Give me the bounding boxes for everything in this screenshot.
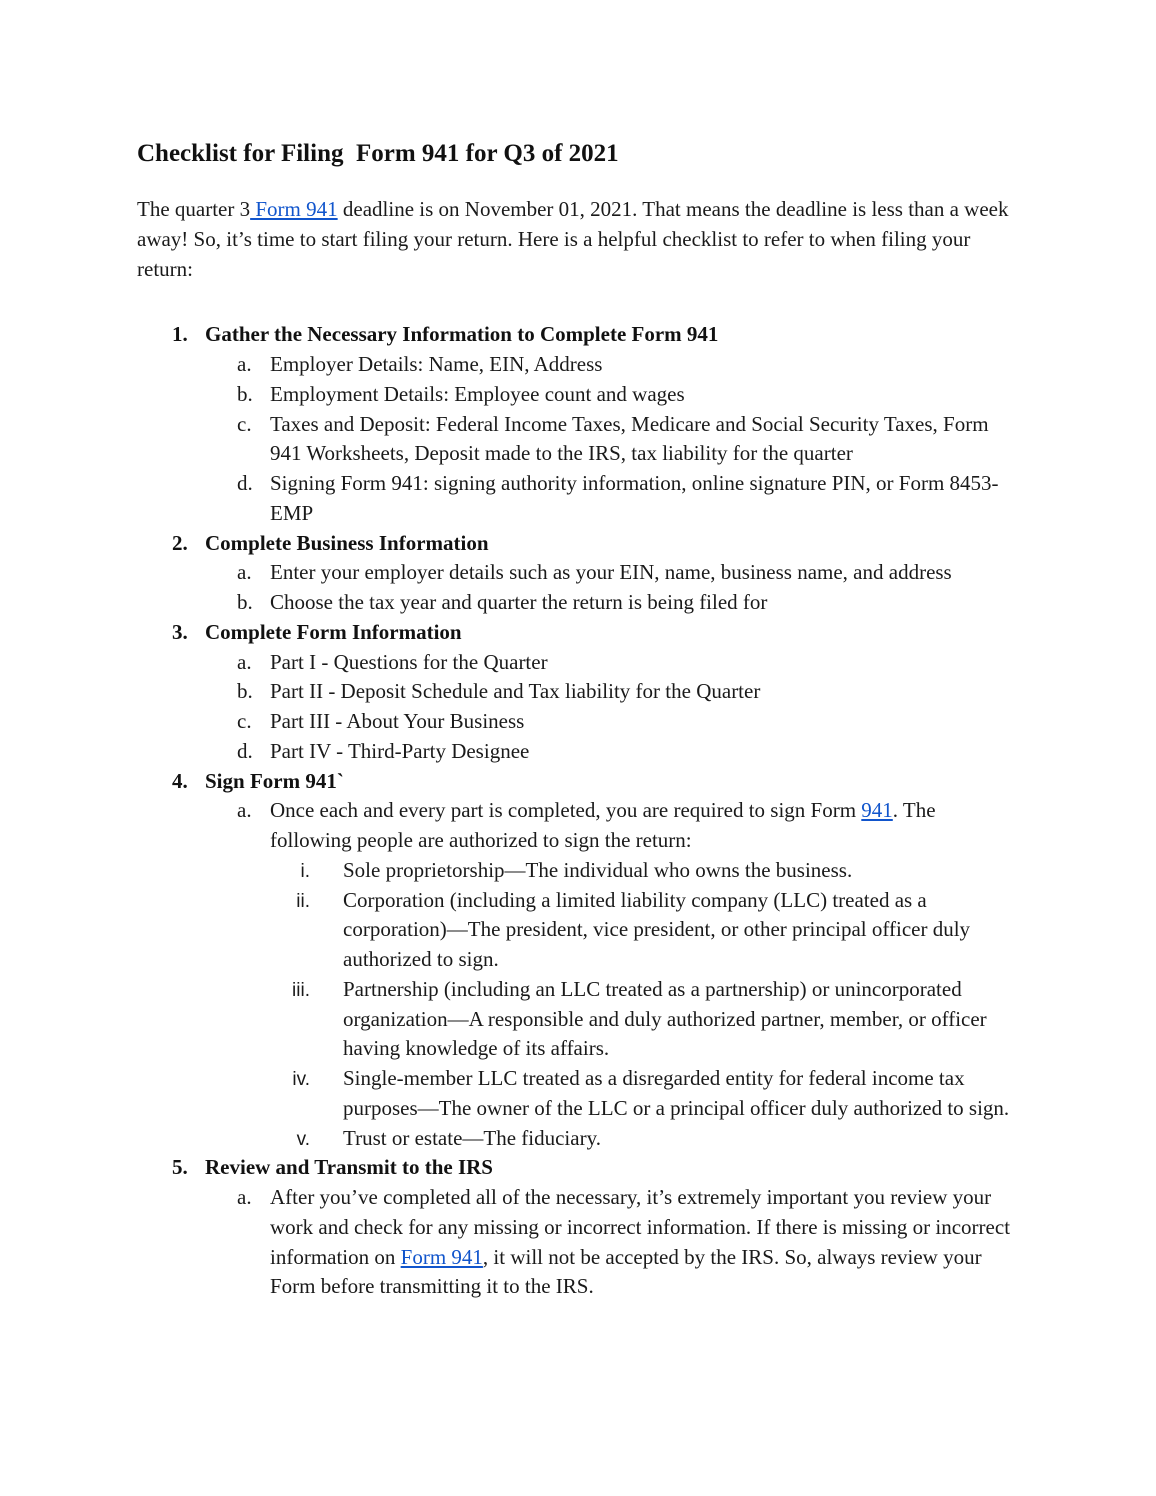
sub-item: [137, 707, 1015, 737]
roman-item: [137, 975, 1015, 1064]
sub-item-text: Signing Form 941: signing authority information, online signature PIN, or Form 8453-EMP: [270, 471, 999, 525]
roman-numeral: iv.: [292, 1069, 310, 1090]
sub-item: [137, 350, 1015, 380]
roman-item: [137, 1064, 1015, 1124]
roman-numeral: ii.: [296, 890, 310, 912]
sub-item-text: Employer Details: Name, EIN, Address: [270, 352, 603, 376]
sub-item-text-post: , it will not be accepted by the IRS. So, always review your Form before transmitting it to the IRS.: [270, 1244, 982, 1299]
checklist: [137, 320, 1015, 1302]
sub-item: [137, 1183, 1015, 1302]
sub-item-letter: a.: [237, 649, 252, 674]
sub-item-text: Part III - About Your Business: [270, 709, 525, 733]
roman-item-text: Trust or estate—The fiduciary.: [343, 1125, 601, 1150]
sub-item: [137, 737, 1015, 767]
sub-item: [137, 380, 1015, 410]
sub-item-text: Enter your employer details such as your EIN, name, business name, and address: [270, 560, 952, 585]
roman-item-text: Corporation (including a limited liability company (LLC) treated as a corporation)—The president, vice president, or other principal officer duly authorized to sign.: [343, 887, 971, 971]
document-content: [137, 137, 1015, 1302]
roman-item-text: Sole proprietorship—The individual who owns the business.: [343, 857, 853, 882]
form-941-link[interactable]: 941: [861, 798, 893, 823]
intro-paragraph: [137, 195, 1015, 284]
roman-item: [137, 856, 1015, 886]
item-title-text: Review and Transmit to the IRS: [205, 1155, 493, 1180]
sub-item-text: Taxes and Deposit: Federal Income Taxes, Medicare and Social Security Taxes, Form 941 Worksheets, Deposit made to the IRS, tax liability for the quarter: [270, 411, 989, 466]
sub-item: [137, 410, 1015, 470]
sub-item-text: Part II - Deposit Schedule and Tax liability for the Quarter: [270, 679, 761, 704]
intro-text-pre: The quarter 3: [137, 197, 251, 221]
checklist-item-title: [137, 767, 1015, 797]
checklist-item-title: [137, 618, 1015, 648]
item-number: 2.: [172, 530, 188, 555]
item-title-text: Gather the Necessary Information to Complete Form 941: [205, 322, 719, 347]
sub-item: [137, 648, 1015, 678]
sub-item-letter: c.: [237, 411, 252, 436]
intro-text-post: deadline is on November 01, 2021. That means the deadline is less than a week away! So, it’s time to start filing your return. Here is a helpful checklist to refer to when filing your return:: [137, 197, 1009, 281]
roman-numeral: v.: [296, 1128, 310, 1150]
roman-item: [137, 1124, 1015, 1154]
item-number: 1.: [172, 322, 188, 347]
sub-item-text-post: . The following people are authorized to sign the return:: [270, 798, 936, 852]
sub-item: [137, 588, 1015, 618]
item-number: 5.: [172, 1155, 188, 1180]
item-number: 3.: [172, 619, 188, 644]
sub-item: [137, 677, 1015, 707]
roman-item: [137, 886, 1015, 975]
sub-item-text-pre: After you’ve completed all of the necessary, it’s extremely important you review your work and check for any missing or incorrect information. If there is missing or incorrect information on: [270, 1185, 1011, 1269]
sub-item-text: Part IV - Third-Party Designee: [270, 738, 530, 763]
roman-item-text: Single-member LLC treated as a disregarded entity for federal income tax purposes—The owner of the LLC or a principal officer duly authorized to sign.: [343, 1066, 1010, 1120]
checklist-item-title: [137, 529, 1015, 559]
form-941-link[interactable]: Form 941: [250, 197, 338, 221]
sub-item-letter: b.: [237, 590, 253, 614]
sub-item-text-pre: Once each and every part is completed, you are required to sign Form: [270, 798, 862, 823]
sub-item: [137, 469, 1015, 529]
sub-item: [137, 796, 1015, 856]
sub-item-letter: a.: [237, 1185, 252, 1209]
item-title-text: Complete Business Information: [205, 530, 489, 555]
sub-item-text: Part I - Questions for the Quarter: [270, 649, 548, 674]
item-title-text: Complete Form Information: [205, 619, 462, 644]
roman-numeral: i.: [300, 860, 310, 882]
sub-item-letter: a.: [237, 798, 252, 823]
sub-item-letter: c.: [237, 709, 252, 733]
form-941-link[interactable]: Form 941: [400, 1244, 483, 1269]
sub-item-text: Choose the tax year and quarter the return is being filed for: [270, 590, 768, 614]
sub-item-text: Employment Details: Employee count and wages: [270, 381, 685, 406]
sub-item-letter: a.: [237, 352, 252, 376]
roman-numeral: iii.: [292, 979, 310, 1001]
sub-item-letter: b.: [237, 381, 253, 406]
item-title-text: Sign Form 941`: [205, 768, 344, 793]
item-number: 4.: [172, 768, 188, 793]
sub-item-letter: a.: [237, 560, 252, 585]
checklist-item-title: [137, 320, 1015, 350]
sub-item: [137, 558, 1015, 588]
page-title: Checklist for Filing Form 941 for Q3 of 2021: [137, 140, 619, 167]
checklist-item-title: [137, 1153, 1015, 1183]
roman-item-text: Partnership (including an LLC treated as a partnership) or unincorporated organization—A responsible and duly authorized partner, member, or officer having knowledge of its affairs.: [343, 976, 987, 1061]
sub-item-letter: b.: [237, 679, 253, 704]
sub-item-letter: d.: [237, 738, 253, 763]
sub-item-letter: d.: [237, 471, 253, 495]
